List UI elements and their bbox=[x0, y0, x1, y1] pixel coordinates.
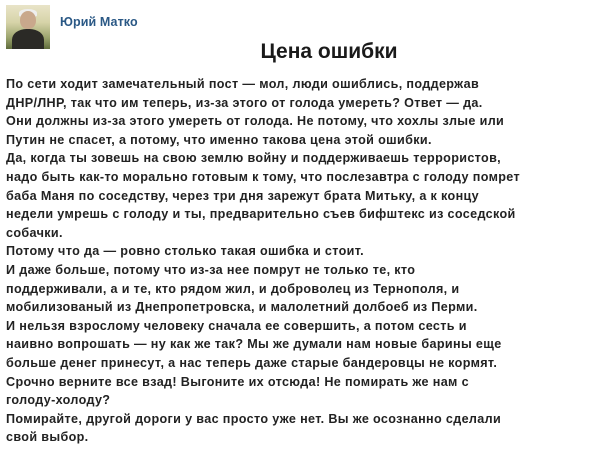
author-name[interactable]: Юрий Матко bbox=[60, 15, 138, 29]
post-line: И нельзя взрослому человеку сначала ее совершить, а потом сесть и bbox=[6, 318, 467, 333]
post-line: Да, когда ты зовешь на свою землю войну и поддерживаешь террористов, bbox=[6, 151, 502, 166]
post-line: поддерживали, а и те, кто рядом жил, и доброволец из Тернополя, и bbox=[6, 281, 460, 296]
post-line: недели умрешь с голоду и ты, предварительно съев бифштекс из соседской bbox=[6, 207, 516, 222]
post-line: мобилизованый из Днепропетровска, и малолетний долбоеб из Перми. bbox=[6, 300, 478, 315]
post-line: собачки. bbox=[6, 225, 63, 240]
post-line: голоду-холоду? bbox=[6, 393, 111, 408]
post-line: ДНР/ЛНР, так что им теперь, из-за этого от голода умереть? Ответ — да. bbox=[6, 95, 483, 110]
post-body bbox=[6, 75, 594, 447]
post-title: Цена ошибки bbox=[260, 40, 398, 63]
post-line: Помирайте, другой дороги у вас просто уже нет. Вы же осознанно сделали bbox=[6, 411, 502, 426]
post-line: свой выбор. bbox=[6, 430, 89, 445]
post-line: Потому что да — ровно столько такая ошибка и стоит. bbox=[6, 244, 365, 259]
post-line: Путин не спасет, а потому, что именно такова цена этой ошибки. bbox=[6, 132, 432, 147]
post-line: баба Маня по соседству, через три дня зарежут брата Митьку, а к концу bbox=[6, 188, 479, 203]
post-line: И даже больше, потому что из-за нее помрут не только те, кто bbox=[6, 262, 416, 277]
post-line: больше денег принесут, а нас теперь даже старые бандеровцы не кормят. bbox=[6, 355, 498, 370]
post-line: Срочно верните все взад! Выгоните их отсюда! Не помирать же нам с bbox=[6, 374, 469, 389]
post-line: наивно вопрошать — ну как же так? Мы же думали нам новые барины еще bbox=[6, 337, 502, 352]
post-line: По сети ходит замечательный пост — мол, люди ошиблись, поддержав bbox=[6, 77, 480, 91]
post-line: надо быть как-то морально готовым к тому, что послезавтра с голоду помрет bbox=[6, 169, 521, 184]
post-line: Они должны из-за этого умереть от голода. Не потому, что хохлы злые или bbox=[6, 114, 505, 129]
